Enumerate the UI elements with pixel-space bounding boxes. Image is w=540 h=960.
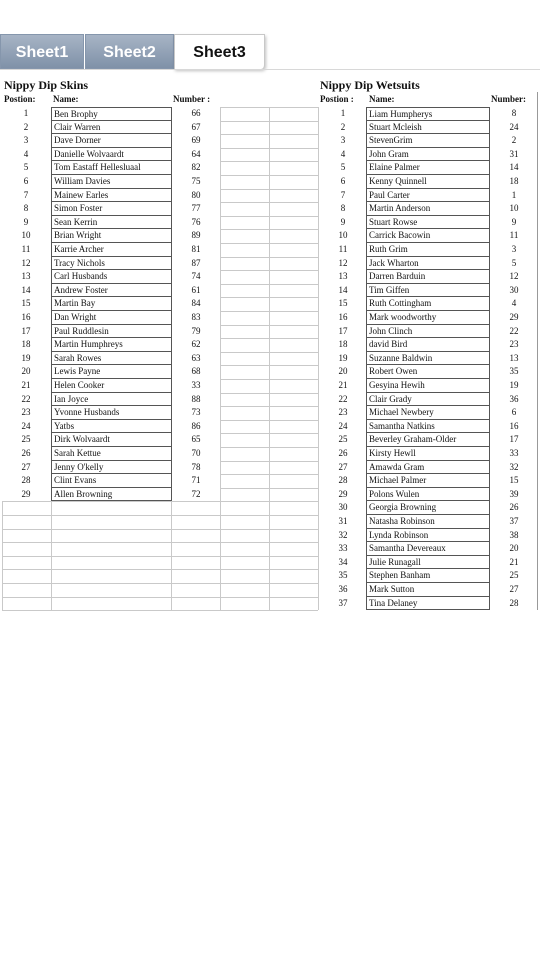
- left-position-header: Postion:: [4, 94, 36, 104]
- position-cell[interactable]: 4: [340, 148, 346, 159]
- position-cell[interactable]: 24: [21, 420, 31, 431]
- position-cell[interactable]: 8: [340, 203, 346, 214]
- sheet-right-edge: [537, 92, 538, 610]
- number-cell[interactable]: 29: [509, 312, 519, 322]
- right-number-header: Number:: [491, 94, 526, 104]
- number-cell[interactable]: 65: [191, 434, 201, 445]
- name-cell[interactable]: Liam Humpherys: [366, 107, 490, 121]
- right-table-title: Nippy Dip Wetsuits: [320, 78, 420, 92]
- name-cell[interactable]: Martin Bay: [51, 297, 172, 311]
- position-cell[interactable]: 14: [21, 284, 31, 295]
- position-cell[interactable]: 9: [340, 216, 346, 227]
- position-cell[interactable]: 11: [21, 244, 31, 254]
- number-cell[interactable]: 26: [509, 502, 519, 513]
- position-cell[interactable]: 22: [21, 393, 31, 404]
- position-cell[interactable]: 3: [23, 135, 29, 146]
- number-cell[interactable]: 23: [509, 339, 519, 350]
- position-cell[interactable]: 11: [338, 244, 348, 254]
- number-cell[interactable]: 15: [509, 475, 519, 486]
- grid-row-line: [220, 393, 318, 394]
- number-cell[interactable]: 78: [191, 461, 201, 472]
- position-cell[interactable]: 10: [338, 230, 348, 241]
- name-cell[interactable]: Stuart Rowse: [366, 216, 490, 230]
- name-cell[interactable]: StevenGrim: [366, 134, 490, 148]
- number-cell[interactable]: 70: [191, 448, 201, 458]
- name-cell[interactable]: Gesyina Hewih: [366, 379, 490, 393]
- number-cell[interactable]: 86: [191, 420, 201, 431]
- grid-row-line: [220, 433, 318, 434]
- name-cell[interactable]: Ruth Grim: [366, 243, 490, 257]
- position-cell[interactable]: 13: [338, 271, 348, 282]
- position-cell[interactable]: 25: [338, 434, 348, 445]
- position-cell[interactable]: 19: [338, 352, 348, 363]
- position-cell[interactable]: 8: [23, 203, 29, 214]
- number-cell[interactable]: 87: [191, 257, 201, 268]
- grid-row-line: [220, 406, 318, 407]
- sheet-tab-bar: [0, 34, 540, 69]
- grid-column-line: [2, 501, 3, 610]
- number-cell[interactable]: 72: [191, 488, 201, 499]
- name-cell[interactable]: Sean Kerrin: [51, 216, 172, 230]
- number-cell[interactable]: 38: [509, 529, 519, 540]
- name-cell[interactable]: Sarah Rowes: [51, 352, 172, 366]
- position-cell[interactable]: 15: [338, 298, 348, 309]
- grid-row-line: [2, 556, 318, 557]
- number-cell[interactable]: 14: [509, 162, 519, 173]
- name-cell[interactable]: Dan Wright: [51, 311, 172, 325]
- number-cell[interactable]: 18: [509, 176, 519, 186]
- number-cell[interactable]: 75: [191, 176, 201, 186]
- position-cell[interactable]: 24: [338, 420, 348, 431]
- grid-row-line: [2, 569, 318, 570]
- grid-row-line: [220, 325, 318, 326]
- number-cell[interactable]: 19: [509, 380, 519, 390]
- grid-row-line: [220, 284, 318, 285]
- number-cell[interactable]: 84: [191, 298, 201, 309]
- grid-row-line: [220, 365, 318, 366]
- position-cell[interactable]: 29: [338, 488, 348, 499]
- name-cell[interactable]: Yatbs: [51, 420, 172, 434]
- left-number-header: Number :: [173, 94, 211, 104]
- left-table-title: Nippy Dip Skins: [4, 78, 89, 92]
- name-cell[interactable]: Tim Giffen: [366, 284, 490, 298]
- position-cell[interactable]: 17: [21, 325, 31, 336]
- grid-column-line: [318, 501, 319, 610]
- grid-column-line: [269, 107, 270, 501]
- position-cell[interactable]: 12: [21, 257, 31, 268]
- right-name-header: Name:: [369, 94, 395, 104]
- number-cell[interactable]: 83: [191, 312, 201, 322]
- position-cell[interactable]: 23: [338, 407, 348, 418]
- grid-row-line: [220, 134, 318, 135]
- name-cell[interactable]: Ben Brophy: [51, 107, 172, 121]
- name-cell[interactable]: Simon Foster: [51, 202, 172, 216]
- right-position-header: Postion :: [320, 94, 354, 104]
- position-cell[interactable]: 6: [23, 176, 29, 186]
- number-cell[interactable]: 76: [191, 216, 201, 227]
- grid-row-line: [220, 202, 318, 203]
- position-cell[interactable]: 29: [21, 488, 31, 499]
- position-cell[interactable]: 21: [338, 380, 348, 390]
- position-cell[interactable]: 27: [21, 461, 31, 472]
- number-cell[interactable]: 33: [191, 380, 201, 390]
- name-cell[interactable]: Natasha Robinson: [366, 515, 490, 529]
- position-cell[interactable]: 1: [340, 108, 346, 118]
- number-cell[interactable]: 63: [191, 352, 201, 363]
- number-cell[interactable]: 11: [509, 230, 519, 241]
- tab-sheet2[interactable]: Sheet2: [85, 34, 174, 69]
- position-cell[interactable]: 35: [338, 570, 348, 581]
- name-cell[interactable]: Carl Husbands: [51, 270, 172, 284]
- position-cell[interactable]: 37: [338, 597, 348, 608]
- name-cell[interactable]: Karrie Archer: [51, 243, 172, 257]
- name-cell[interactable]: Dave Dorner: [51, 134, 172, 148]
- name-cell[interactable]: Michael Newbery: [366, 406, 490, 420]
- name-cell[interactable]: Michael Palmer: [366, 474, 490, 488]
- name-cell[interactable]: Carrick Bacowin: [366, 229, 490, 243]
- name-cell[interactable]: Elaine Palmer: [366, 161, 490, 175]
- grid-column-line: [220, 107, 221, 501]
- name-cell[interactable]: William Davies: [51, 175, 172, 189]
- grid-row-line: [220, 311, 318, 312]
- position-cell[interactable]: 25: [21, 434, 31, 445]
- number-cell[interactable]: 80: [191, 189, 201, 200]
- position-cell[interactable]: 2: [340, 121, 346, 132]
- number-cell[interactable]: 74: [191, 271, 201, 282]
- name-cell[interactable]: Clair Grady: [366, 393, 490, 407]
- name-cell[interactable]: Sarah Kettue: [51, 447, 172, 461]
- name-cell[interactable]: Mark Sutton: [366, 583, 490, 597]
- number-cell[interactable]: 25: [509, 570, 519, 581]
- name-cell[interactable]: Ruth Cottingham: [366, 297, 490, 311]
- name-cell[interactable]: Dirk Wolvaardt: [51, 433, 172, 447]
- grid-row-line: [2, 542, 318, 543]
- grid-column-line: [51, 501, 52, 610]
- grid-row-line: [2, 583, 318, 584]
- grid-row-line: [220, 121, 318, 122]
- name-cell[interactable]: Suzanne Baldwin: [366, 352, 490, 366]
- grid-row-line: [220, 420, 318, 421]
- name-cell[interactable]: Paul Carter: [366, 189, 490, 203]
- grid-row-line: [220, 297, 318, 298]
- grid-row-line: [2, 529, 318, 530]
- number-cell[interactable]: 32: [509, 461, 519, 472]
- grid-row-line: [220, 175, 318, 176]
- tab-sheet3[interactable]: Sheet3: [174, 34, 265, 69]
- number-cell[interactable]: 37: [509, 516, 519, 526]
- number-cell[interactable]: 20: [509, 543, 519, 554]
- name-cell[interactable]: Mark woodworthy: [366, 311, 490, 325]
- name-cell[interactable]: Allen Browning: [51, 488, 172, 502]
- number-cell[interactable]: 67: [191, 121, 201, 132]
- grid-row-line: [2, 597, 318, 598]
- position-cell[interactable]: 13: [21, 271, 31, 282]
- position-cell[interactable]: 36: [338, 584, 348, 594]
- position-cell[interactable]: 20: [21, 366, 31, 377]
- name-cell[interactable]: Lynda Robinson: [366, 529, 490, 543]
- position-cell[interactable]: 27: [338, 461, 348, 472]
- name-cell[interactable]: Clint Evans: [51, 474, 172, 488]
- number-cell[interactable]: 66: [191, 108, 201, 118]
- position-cell[interactable]: 21: [21, 380, 31, 390]
- name-cell[interactable]: Stephen Banham: [366, 569, 490, 583]
- grid-row-line: [2, 501, 318, 502]
- name-cell[interactable]: Clair Warren: [51, 121, 172, 135]
- number-cell[interactable]: 30: [509, 284, 519, 295]
- tab-sheet1[interactable]: Sheet1: [0, 34, 84, 69]
- grid-row-line: [220, 229, 318, 230]
- position-cell[interactable]: 23: [21, 407, 31, 418]
- grid-row-line: [220, 257, 318, 258]
- position-cell[interactable]: 2: [23, 121, 29, 132]
- position-cell[interactable]: 16: [338, 312, 348, 322]
- grid-row-line: [220, 243, 318, 244]
- name-cell[interactable]: Jenny O'kelly: [51, 461, 172, 475]
- position-cell[interactable]: 28: [338, 475, 348, 486]
- number-cell[interactable]: 82: [191, 162, 201, 173]
- name-cell[interactable]: Lewis Payne: [51, 365, 172, 379]
- name-cell[interactable]: Darren Barduin: [366, 270, 490, 284]
- name-cell[interactable]: Kirsty Hewll: [366, 447, 490, 461]
- position-cell[interactable]: 28: [21, 475, 31, 486]
- grid-column-line: [318, 107, 319, 501]
- number-cell[interactable]: 1: [511, 189, 517, 200]
- grid-row-line: [220, 379, 318, 380]
- position-cell[interactable]: 14: [338, 284, 348, 295]
- name-cell[interactable]: Brian Wright: [51, 229, 172, 243]
- number-cell[interactable]: 6: [511, 407, 517, 418]
- number-cell[interactable]: 69: [191, 135, 201, 146]
- position-cell[interactable]: 5: [340, 162, 346, 173]
- name-cell[interactable]: Kenny Quinnell: [366, 175, 490, 189]
- name-cell[interactable]: Tina Delaney: [366, 597, 490, 611]
- position-cell[interactable]: 31: [338, 516, 348, 526]
- position-cell[interactable]: 4: [23, 148, 29, 159]
- number-cell[interactable]: 81: [191, 244, 201, 254]
- position-cell[interactable]: 26: [21, 448, 31, 458]
- name-cell[interactable]: Julie Runagall: [366, 556, 490, 570]
- name-cell[interactable]: Beverley Graham-Older: [366, 433, 490, 447]
- number-cell[interactable]: 17: [509, 434, 519, 445]
- position-cell[interactable]: 33: [338, 543, 348, 554]
- number-cell[interactable]: 4: [511, 298, 517, 309]
- name-cell[interactable]: Danielle Wolvaardt: [51, 148, 172, 162]
- name-cell[interactable]: Mainew Earles: [51, 189, 172, 203]
- number-cell[interactable]: 68: [191, 366, 201, 377]
- grid-row-line: [220, 447, 318, 448]
- number-cell[interactable]: 22: [509, 325, 519, 336]
- number-cell[interactable]: 8: [511, 108, 517, 118]
- name-cell[interactable]: John Gram: [366, 148, 490, 162]
- name-cell[interactable]: Paul Ruddlesin: [51, 325, 172, 339]
- position-cell[interactable]: 6: [340, 176, 346, 186]
- name-cell[interactable]: david Bird: [366, 338, 490, 352]
- grid-row-line: [220, 148, 318, 149]
- position-cell[interactable]: 18: [338, 339, 348, 350]
- grid-row-line: [220, 216, 318, 217]
- number-cell[interactable]: 79: [191, 325, 201, 336]
- left-name-header: Name:: [53, 94, 79, 104]
- number-cell[interactable]: 3: [511, 244, 517, 254]
- number-cell[interactable]: 73: [191, 407, 201, 418]
- position-cell[interactable]: 17: [338, 325, 348, 336]
- position-cell[interactable]: 5: [23, 162, 29, 173]
- position-cell[interactable]: 34: [338, 556, 348, 567]
- name-cell[interactable]: John Clinch: [366, 325, 490, 339]
- number-cell[interactable]: 5: [511, 257, 517, 268]
- name-cell[interactable]: Amawda Gram: [366, 461, 490, 475]
- name-cell[interactable]: Polons Wulen: [366, 488, 490, 502]
- position-cell[interactable]: 15: [21, 298, 31, 309]
- number-cell[interactable]: 88: [191, 393, 201, 404]
- name-cell[interactable]: Ian Joyce: [51, 393, 172, 407]
- grid-column-line: [220, 501, 221, 610]
- number-cell[interactable]: 2: [511, 135, 517, 146]
- grid-row-line: [2, 610, 318, 611]
- grid-column-line: [171, 501, 172, 610]
- name-cell[interactable]: Martin Anderson: [366, 202, 490, 216]
- number-cell[interactable]: 24: [509, 121, 519, 132]
- number-cell[interactable]: 77: [191, 203, 201, 214]
- name-cell[interactable]: Jack Wharton: [366, 257, 490, 271]
- position-cell[interactable]: 7: [340, 189, 346, 200]
- number-cell[interactable]: 31: [509, 148, 519, 159]
- position-cell[interactable]: 18: [21, 339, 31, 350]
- position-cell[interactable]: 30: [338, 502, 348, 513]
- number-cell[interactable]: 9: [511, 216, 517, 227]
- number-cell[interactable]: 62: [191, 339, 201, 350]
- name-cell[interactable]: Robert Owen: [366, 365, 490, 379]
- name-cell[interactable]: Georgia Browning: [366, 501, 490, 515]
- number-cell[interactable]: 10: [509, 203, 519, 214]
- name-cell[interactable]: Helen Cooker: [51, 379, 172, 393]
- number-cell[interactable]: 21: [509, 556, 519, 567]
- number-cell[interactable]: 36: [509, 393, 519, 404]
- number-cell[interactable]: 27: [509, 584, 519, 594]
- grid-row-line: [220, 474, 318, 475]
- name-cell[interactable]: Tom Eastaff Hellesluaal: [51, 161, 172, 175]
- position-cell[interactable]: 3: [340, 135, 346, 146]
- number-cell[interactable]: 28: [509, 597, 519, 608]
- number-cell[interactable]: 33: [509, 448, 519, 458]
- number-cell[interactable]: 64: [191, 148, 201, 159]
- grid-row-line: [220, 461, 318, 462]
- name-cell[interactable]: Samantha Devereaux: [366, 542, 490, 556]
- number-cell[interactable]: 13: [509, 352, 519, 363]
- position-cell[interactable]: 22: [338, 393, 348, 404]
- name-cell[interactable]: Yvonne Husbands: [51, 406, 172, 420]
- number-cell[interactable]: 16: [509, 420, 519, 431]
- position-cell[interactable]: 7: [23, 189, 29, 200]
- grid-column-line: [269, 501, 270, 610]
- number-cell[interactable]: 61: [191, 284, 201, 295]
- name-cell[interactable]: Martin Humphreys: [51, 338, 172, 352]
- position-cell[interactable]: 9: [23, 216, 29, 227]
- position-cell[interactable]: 10: [21, 230, 31, 241]
- name-cell[interactable]: Stuart Mcleish: [366, 121, 490, 135]
- grid-row-line: [220, 270, 318, 271]
- number-cell[interactable]: 12: [509, 271, 519, 282]
- name-cell[interactable]: Tracy Nichols: [51, 257, 172, 271]
- position-cell[interactable]: 26: [338, 448, 348, 458]
- number-cell[interactable]: 35: [509, 366, 519, 377]
- number-cell[interactable]: 39: [509, 488, 519, 499]
- name-cell[interactable]: Samantha Natkins: [366, 420, 490, 434]
- grid-row-line: [220, 338, 318, 339]
- position-cell[interactable]: 19: [21, 352, 31, 363]
- position-cell[interactable]: 20: [338, 366, 348, 377]
- sheet-top-border: [0, 69, 540, 70]
- grid-row-line: [2, 515, 318, 516]
- position-cell[interactable]: 32: [338, 529, 348, 540]
- number-cell[interactable]: 71: [191, 475, 201, 486]
- position-cell[interactable]: 16: [21, 312, 31, 322]
- grid-row-line: [220, 189, 318, 190]
- number-cell[interactable]: 89: [191, 230, 201, 241]
- position-cell[interactable]: 1: [23, 108, 29, 118]
- name-cell[interactable]: Andrew Foster: [51, 284, 172, 298]
- position-cell[interactable]: 12: [338, 257, 348, 268]
- grid-row-line: [220, 352, 318, 353]
- grid-row-line: [220, 488, 318, 489]
- grid-row-line: [220, 161, 318, 162]
- grid-row-line: [220, 107, 318, 108]
